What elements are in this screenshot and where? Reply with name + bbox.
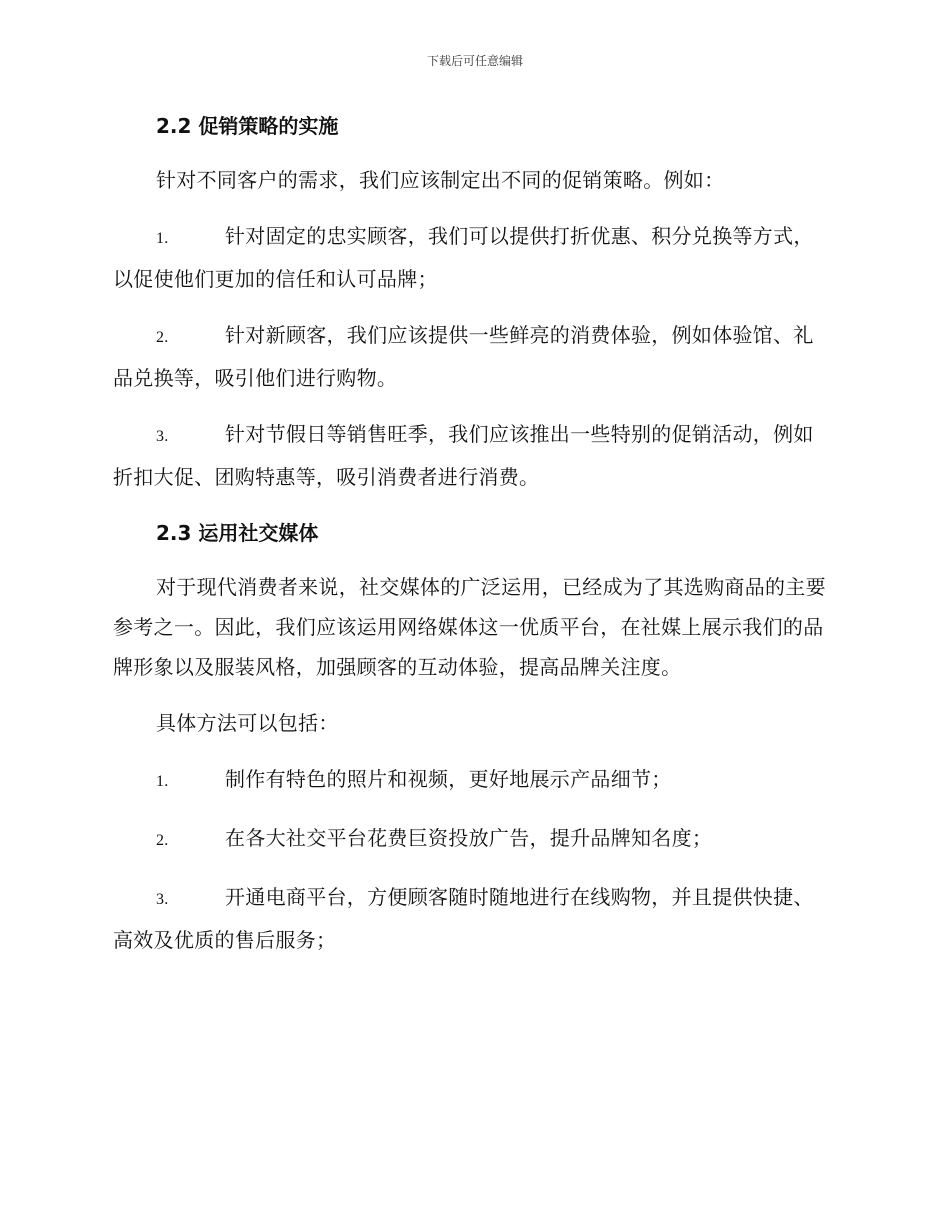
section-heading-2-3: 2.3 运用社交媒体	[156, 521, 319, 545]
list-item-text: 针对新顾客，我们应该提供一些鲜亮的消费体验，例如体验馆、礼品兑换等，吸引他们进行购物。	[113, 323, 814, 390]
list-item-text: 在各大社交平台花费巨资投放广告，提升品牌知名度；	[225, 826, 713, 850]
page-header: 下载后可任意编辑	[426, 54, 523, 68]
list-item	[113, 759, 833, 802]
list-item-text: 开通电商平台，方便顾客随时随地进行在线购物，并且提供快捷、高效及优质的售后服务；	[113, 885, 814, 952]
list-item-number: 1.	[156, 773, 169, 790]
methods-intro: 具体方法可以包括：	[156, 711, 339, 735]
list-item-number: 1.	[156, 230, 169, 247]
list-item-number: 3.	[156, 428, 169, 445]
section-heading-2-2: 2.2 促销策略的实施	[156, 114, 339, 138]
list-item-text: 针对节假日等销售旺季，我们应该推出一些特别的促销活动，例如折扣大促、团购特惠等，吸引消费者进行消费。	[113, 422, 814, 489]
list-item	[113, 818, 833, 861]
list-item-text: 制作有特色的照片和视频，更好地展示产品细节；	[225, 767, 672, 791]
section-2-2-intro: 针对不同客户的需求，我们应该制定出不同的促销策略。例如：	[156, 168, 725, 192]
section-2-3-intro: 对于现代消费者来说，社交媒体的广泛运用，已经成为了其选购商品的主要参考之一。因此，我们应该运用网络媒体这一优质平台，在社媒上展示我们的品牌形象以及服装风格，加强顾客的互动体验，提高品牌关注度。	[113, 575, 826, 679]
list-item	[113, 315, 833, 398]
list-item	[113, 414, 833, 497]
list-item	[113, 877, 833, 960]
list-item-number: 3.	[156, 891, 169, 908]
document-body	[113, 106, 833, 976]
list-item	[113, 216, 833, 299]
list-item-number: 2.	[156, 329, 169, 346]
list-item-text: 针对固定的忠实顾客，我们可以提供打折优惠、积分兑换等方式，以促使他们更加的信任和认可品牌；	[113, 224, 814, 291]
list-item-number: 2.	[156, 832, 169, 849]
